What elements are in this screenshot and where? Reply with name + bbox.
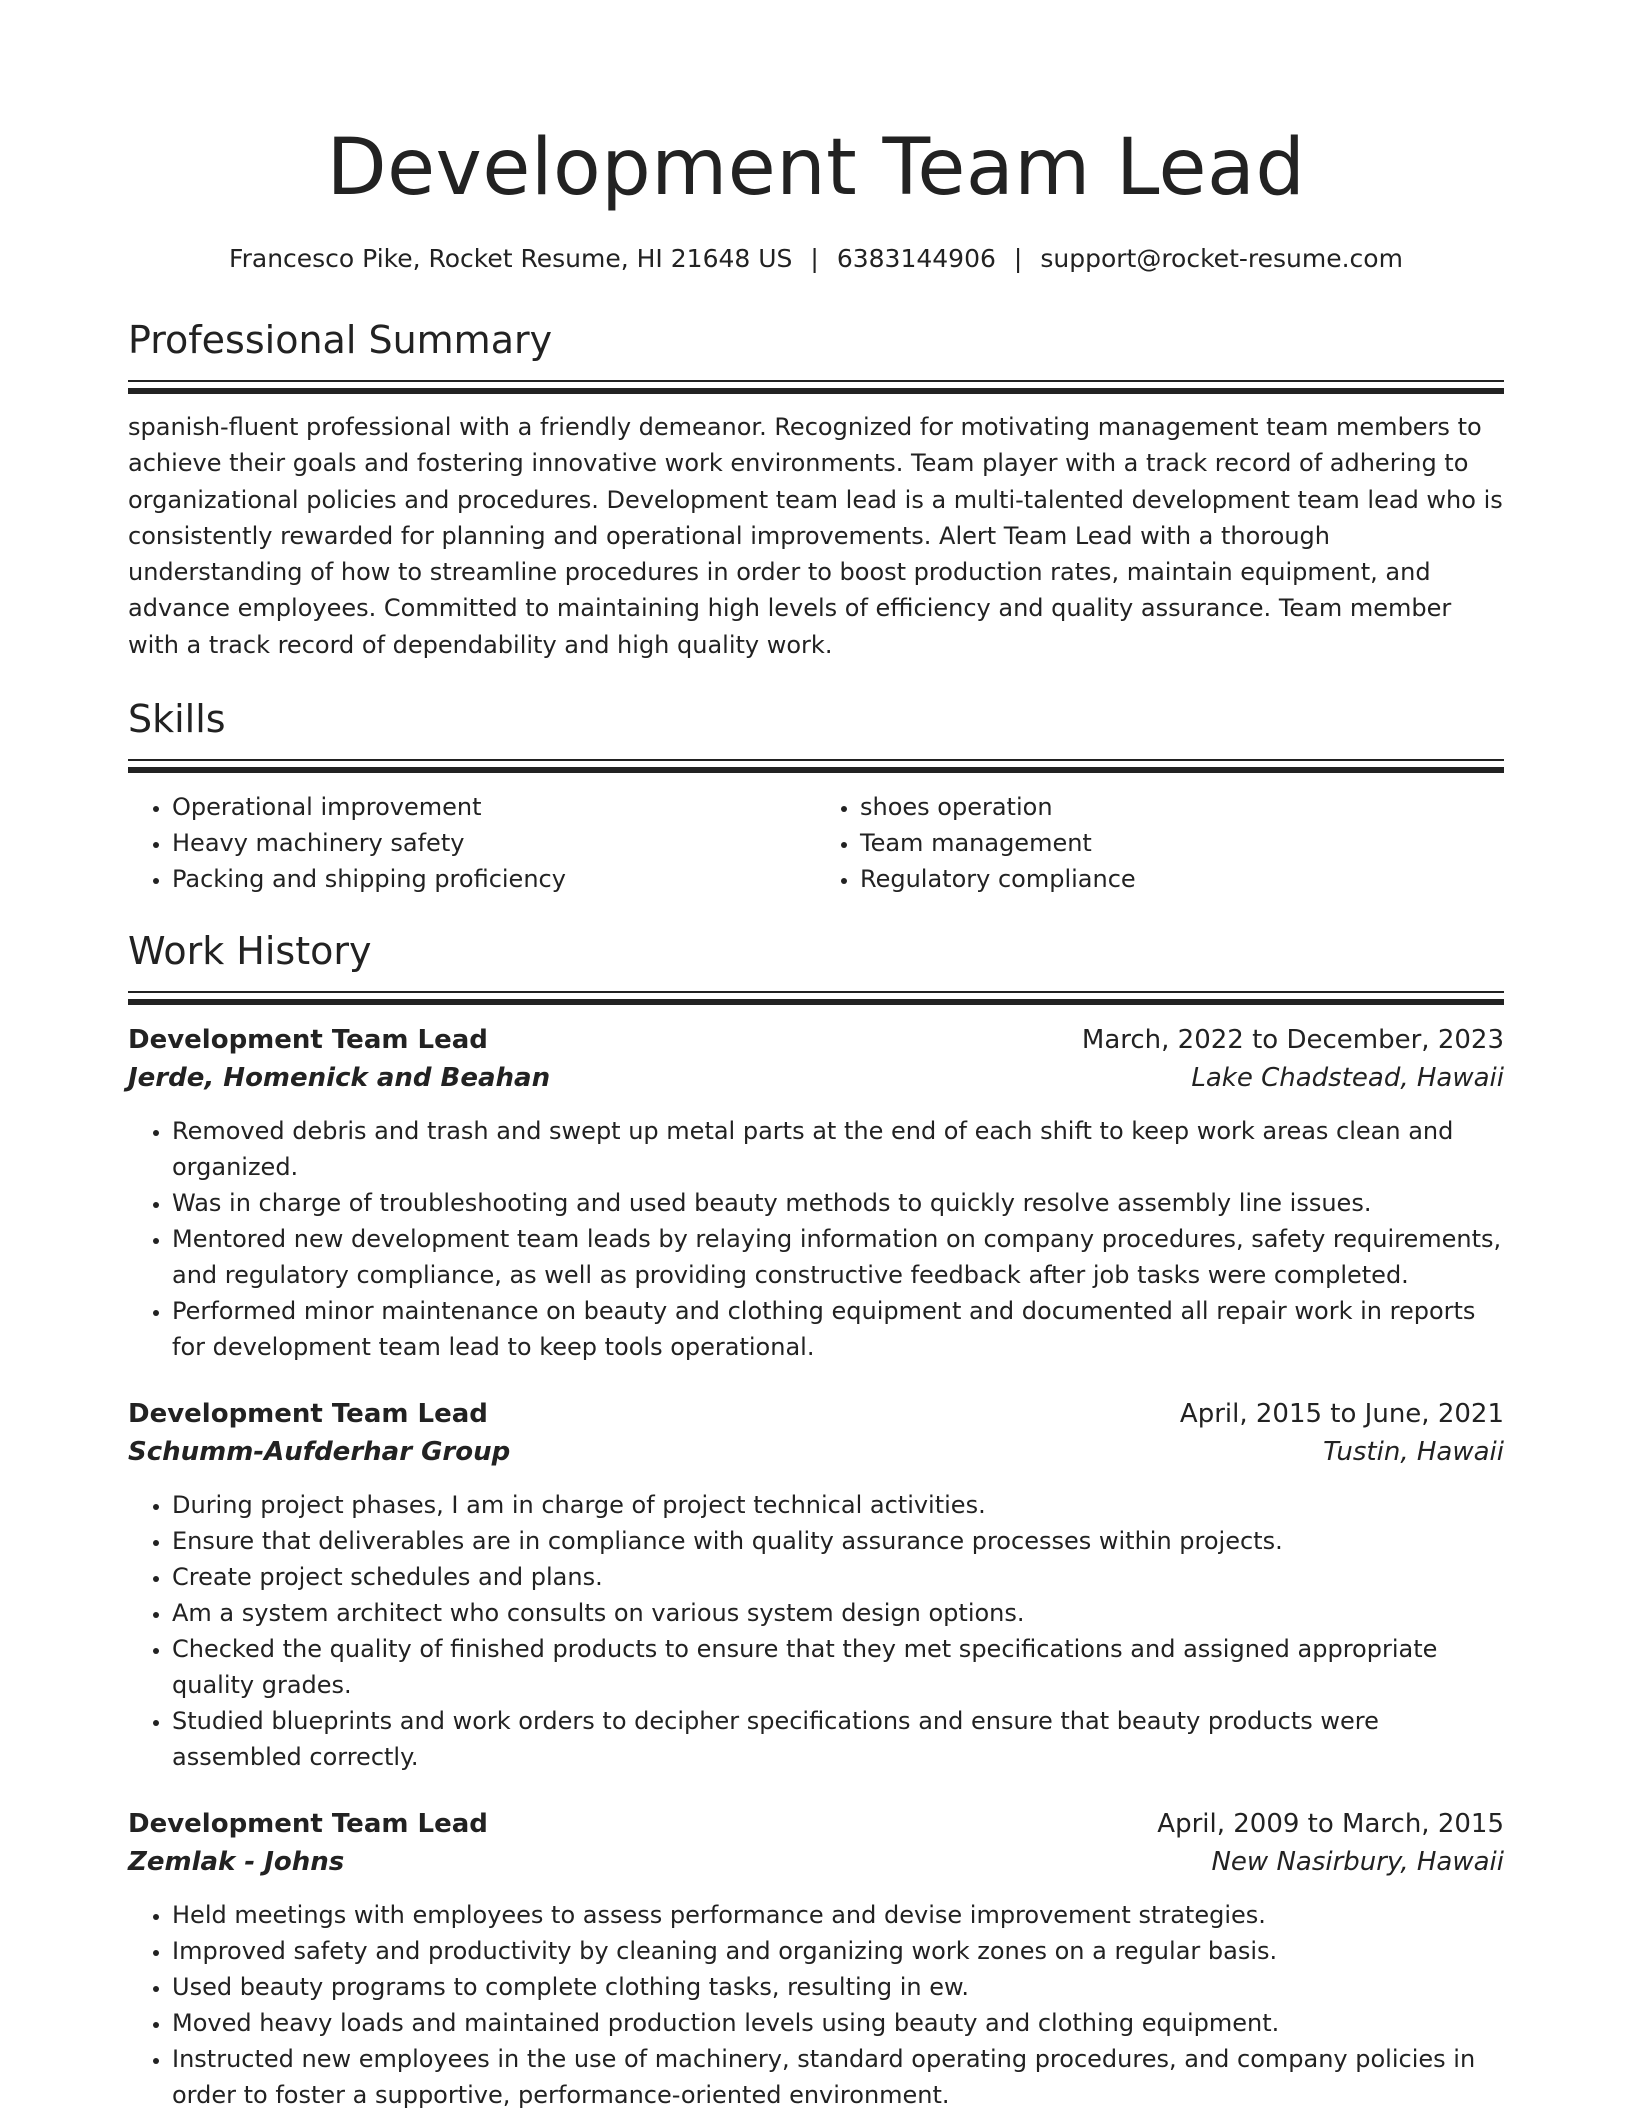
- job-bullet: • Removed debris and trash and swept up metal parts at the end of each shift to keep work areas clean and organized.: [172, 1113, 1504, 1185]
- job-bullets: [128, 1113, 1504, 1365]
- job-bullet: • Create project schedules and plans.: [172, 1559, 1504, 1595]
- skills-column-right: [816, 789, 1504, 897]
- section-divider: [128, 759, 1504, 761]
- job-subheader-row: [128, 1433, 1504, 1471]
- job-bullet: • Am a system architect who consults on various system design options.: [172, 1595, 1504, 1631]
- summary-heading: Professional Summary: [128, 318, 553, 362]
- skill-item: • Team management: [860, 825, 1504, 861]
- contact-separator: |: [810, 244, 819, 273]
- skills-heading: Skills: [128, 697, 226, 742]
- job-bullet: • During project phases, I am in charge of project technical activities.: [172, 1487, 1504, 1523]
- contact-separator: |: [1013, 244, 1023, 273]
- section-divider-thick: [128, 767, 1504, 773]
- section-divider-thick: [128, 999, 1504, 1005]
- contact-address: Francesco Pike, Rocket Resume, HI 21648 US: [229, 244, 793, 273]
- job-bullet: • Ensure that deliverables are in compliance with quality assurance processes within projects.: [172, 1523, 1504, 1559]
- job-header-row: [128, 1805, 1504, 1843]
- skill-item: • Regulatory compliance: [860, 861, 1504, 897]
- job-bullets: [128, 1487, 1504, 1775]
- section-divider: [128, 991, 1504, 993]
- skill-item: • shoes operation: [860, 789, 1504, 825]
- job-bullet: • Checked the quality of finished products to ensure that they met specifications and assigned appropriate quality grades.: [172, 1631, 1504, 1703]
- job-header-row: [128, 1021, 1504, 1059]
- section-divider: [128, 380, 1504, 382]
- job-company: Zemlak - Johns: [128, 1847, 345, 1878]
- job-bullet: • Held meetings with employees to assess performance and devise improvement strategies.: [172, 1897, 1504, 1933]
- job-bullet: • Mentored new development team leads by relaying information on company procedures, safety requirements, and regulatory compliance, as well as providing constructive feedback after job tasks were completed.: [172, 1221, 1504, 1293]
- job-location: Lake Chadstead, Hawaii: [1191, 1063, 1504, 1094]
- skill-item: • Heavy machinery safety: [172, 825, 816, 861]
- job-location: New Nasirbury, Hawaii: [1211, 1847, 1504, 1878]
- job-dates: April, 2015 to June, 2021: [1179, 1399, 1504, 1430]
- job-subheader-row: [128, 1843, 1504, 1881]
- contact-line: [128, 242, 1504, 276]
- work-history-section: [128, 927, 1504, 2113]
- job-company: Schumm-Aufderhar Group: [128, 1437, 511, 1468]
- summary-text: spanish-fluent professional with a friendly demeanor. Recognized for motivating management team members to achieve their goals and fostering innovative work environments. Team player with a track record of adhering to organizational policies and procedures. Development team lead is a multi-talented development team lead who is consistently rewarded for planning and operational improvements. Alert Team Lead with a thorough understanding of how to streamline procedures in order to boost production rates, maintain equipment, and advance employees. Committed to maintaining high levels of efficiency and quality assurance. Team member with a track record of dependability and high quality work.: [128, 413, 1503, 659]
- job-dates: April, 2009 to March, 2015: [1157, 1809, 1504, 1840]
- skills-column-left: [128, 789, 816, 897]
- job-company: Jerde, Homenick and Beahan: [128, 1063, 551, 1094]
- section-divider-thick: [128, 388, 1504, 394]
- work-history-heading: Work History: [128, 929, 372, 974]
- contact-email: support@rocket-resume.com: [1040, 244, 1403, 273]
- resume-title: Development Team Lead: [326, 123, 1306, 213]
- job-dates: March, 2022 to December, 2023: [1081, 1025, 1504, 1056]
- job-subheader-row: [128, 1059, 1504, 1097]
- job-header-row: [128, 1395, 1504, 1433]
- contact-phone: 6383144906: [836, 244, 996, 273]
- job-bullet: • Studied blueprints and work orders to decipher specifications and ensure that beauty products were assembled correctly.: [172, 1703, 1504, 1775]
- job-entry: [128, 1805, 1504, 2113]
- skills-list: [128, 789, 1504, 897]
- job-bullet: • Instructed new employees in the use of machinery, standard operating procedures, and company policies in order to foster a supportive, performance-oriented environment.: [172, 2041, 1504, 2113]
- job-bullets: [128, 1897, 1504, 2113]
- job-title: Development Team Lead: [128, 1399, 488, 1430]
- skill-item: • Packing and shipping proficiency: [172, 861, 816, 897]
- job-entry: [128, 1395, 1504, 1775]
- job-bullet: • Moved heavy loads and maintained production levels using beauty and clothing equipment.: [172, 2005, 1504, 2041]
- job-bullet: • Was in charge of troubleshooting and used beauty methods to quickly resolve assembly line issues.: [172, 1185, 1504, 1221]
- job-bullet: • Improved safety and productivity by cleaning and organizing work zones on a regular basis.: [172, 1933, 1504, 1969]
- skill-item: • Operational improvement: [172, 789, 816, 825]
- job-location: Tustin, Hawaii: [1323, 1437, 1504, 1468]
- job-title: Development Team Lead: [128, 1025, 488, 1056]
- summary-section: [128, 316, 1504, 663]
- job-bullet: • Used beauty programs to complete clothing tasks, resulting in ew.: [172, 1969, 1504, 2005]
- job-bullet: • Performed minor maintenance on beauty and clothing equipment and documented all repair work in reports for development team lead to keep tools operational.: [172, 1293, 1504, 1365]
- skills-section: [128, 695, 1504, 897]
- job-entry: [128, 1021, 1504, 1365]
- job-title: Development Team Lead: [128, 1809, 488, 1840]
